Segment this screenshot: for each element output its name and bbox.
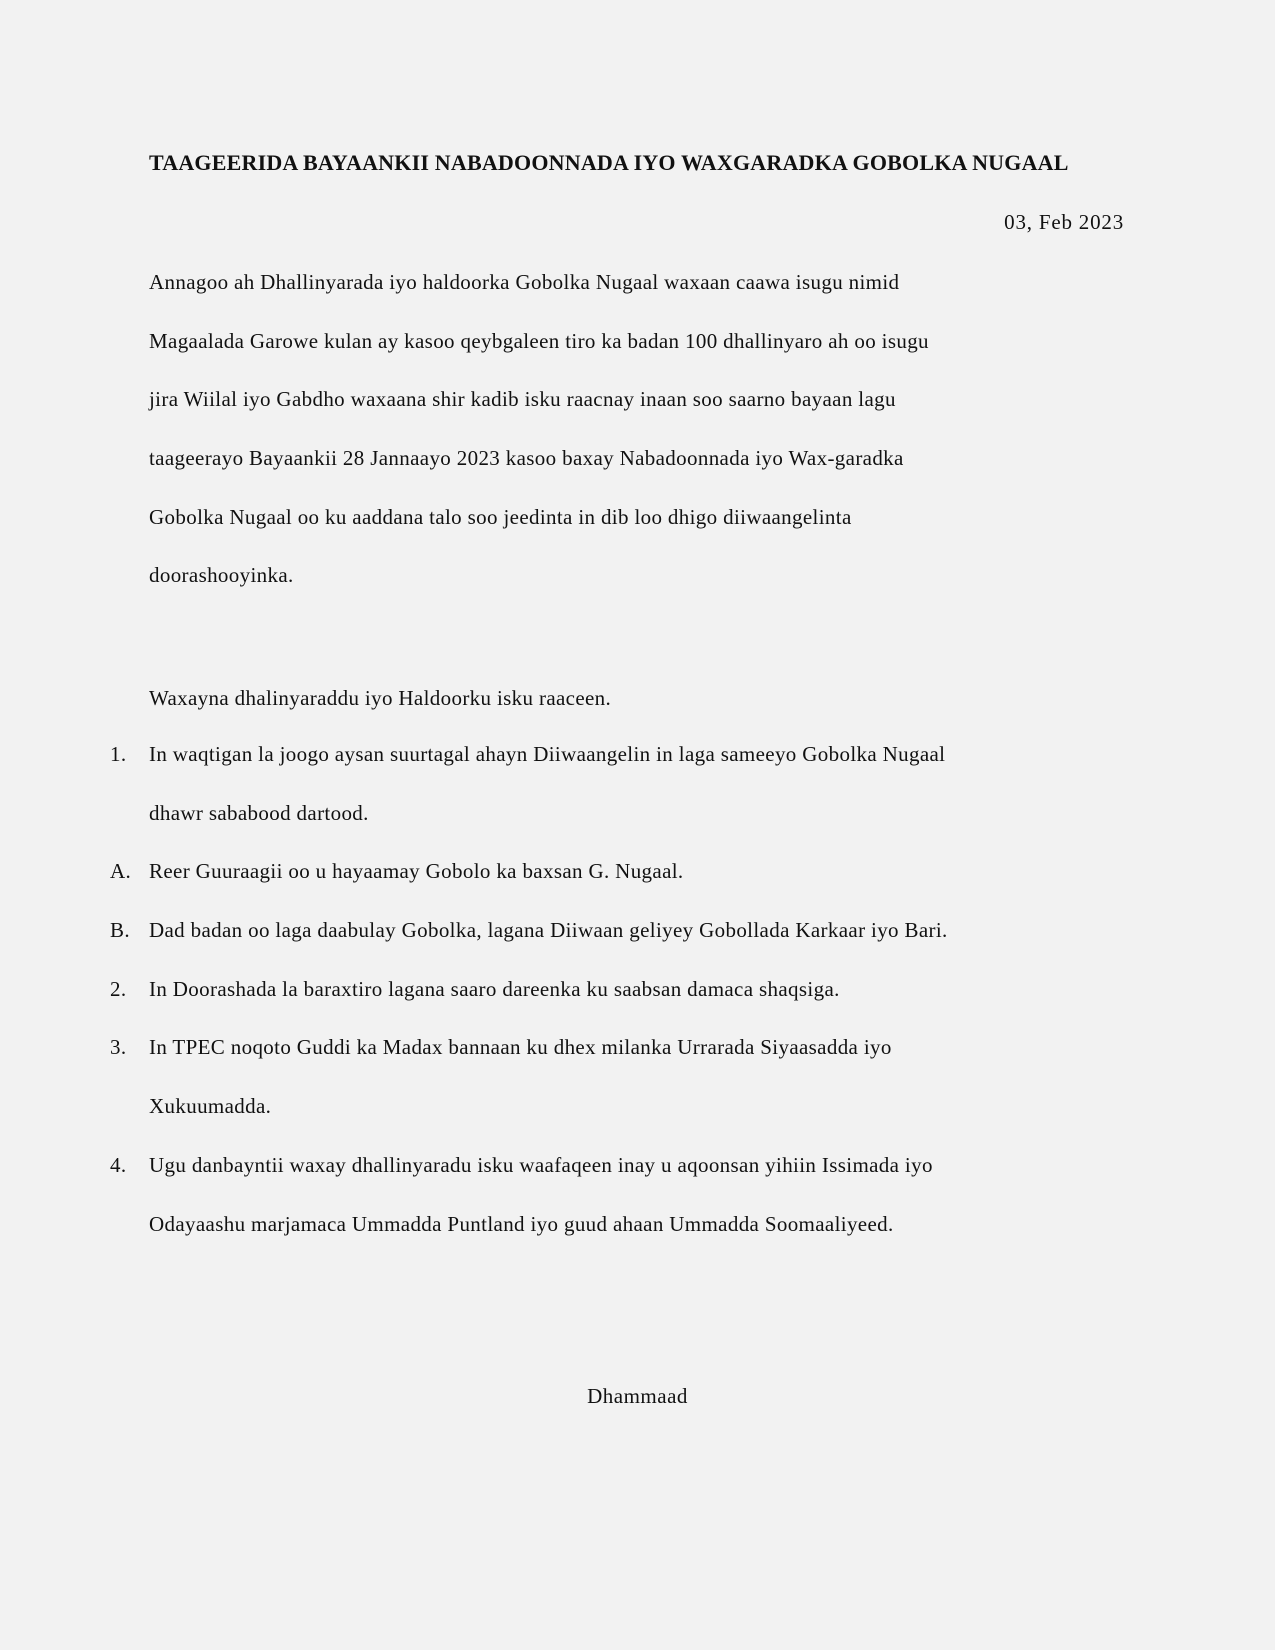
list-item-line: Odayaashu marjamaca Ummadda Puntland iyo guud ahaan Ummadda Soomaaliyeed. [149, 1211, 894, 1236]
list-item [110, 1029, 948, 1146]
document-title: TAAGEERIDA BAYAANKII NABADOONNADA IYO WAXGARADKA GOBOLKA NUGAAL [149, 150, 1069, 175]
list-item-text [149, 912, 948, 971]
intro-line: Gobolka Nugaal oo ku aaddana talo soo jeedinta in dib loo dhigo diiwaangelinta [149, 504, 852, 529]
intro-line: Magaalada Garowe kulan ay kasoo qeybgaleen tiro ka badan 100 dhallinyaro ah oo isugu [149, 328, 929, 353]
intro-line: jira Wiilal iyo Gabdho waxaana shir kadib isku raacnay inaan soo saarno bayaan lagu [149, 387, 896, 412]
list-item-line: In waqtigan la joogo aysan suurtagal ahayn Diiwaangelin in laga sameeyo Gobolka Nugaal [149, 742, 946, 766]
list-item-line: In Doorashada la baraxtiro lagana saaro dareenka ku saabsan damaca shaqsiga. [149, 976, 840, 1001]
list-item-line: Dad badan oo laga daabulay Gobolka, lagana Diiwaan geliyey Gobollada Karkaar iyo Bari. [149, 918, 948, 943]
intro-paragraph [149, 264, 929, 616]
list-item-text [149, 853, 684, 912]
list-marker: 2. [110, 976, 127, 1001]
list-item [110, 971, 948, 1030]
list-marker: A. [110, 859, 132, 884]
list-marker: 1. [110, 742, 127, 766]
intro-line: taageerayo Bayaankii 28 Jannaayo 2023 kasoo baxay Nabadoonnada iyo Wax-garadka [149, 446, 904, 471]
list-item [110, 736, 948, 853]
list-item-line: Xukuumadda. [149, 1094, 272, 1119]
list-item [110, 912, 948, 971]
list-item-line: In TPEC noqoto Guddi ka Madax bannaan ku dhex milanka Urrarada Siyaasadda iyo [149, 1035, 892, 1060]
list-item [110, 853, 948, 912]
intro-line: doorashooyinka. [149, 563, 294, 588]
list-item-text [149, 1029, 892, 1146]
document-date: 03, Feb 2023 [1004, 210, 1124, 234]
agreement-intro: Waxayna dhalinyaraddu iyo Haldoorku isku raaceen. [149, 686, 612, 710]
list-item-line: dhawr sababood dartood. [149, 800, 369, 825]
list-item-text [149, 736, 945, 853]
list-marker: 4. [110, 1152, 127, 1177]
list-marker: 3. [110, 1035, 127, 1060]
intro-line: Annagoo ah Dhallinyarada iyo haldoorka Gobolka Nugaal waxaan caawa isugu nimid [149, 270, 900, 294]
list-item-text [149, 1147, 933, 1264]
list-marker: B. [110, 918, 130, 943]
list-item-line: Ugu danbayntii waxay dhallinyaradu isku waafaqeen inay u aqoonsan yihiin Issimada iyo [149, 1152, 933, 1177]
list-item-text [149, 971, 840, 1030]
agreement-list [110, 736, 948, 1264]
list-item [110, 1147, 948, 1264]
list-item-line: Reer Guuraagii oo u hayaamay Gobolo ka baxsan G. Nugaal. [149, 859, 684, 884]
closing-text: Dhammaad [587, 1384, 688, 1408]
